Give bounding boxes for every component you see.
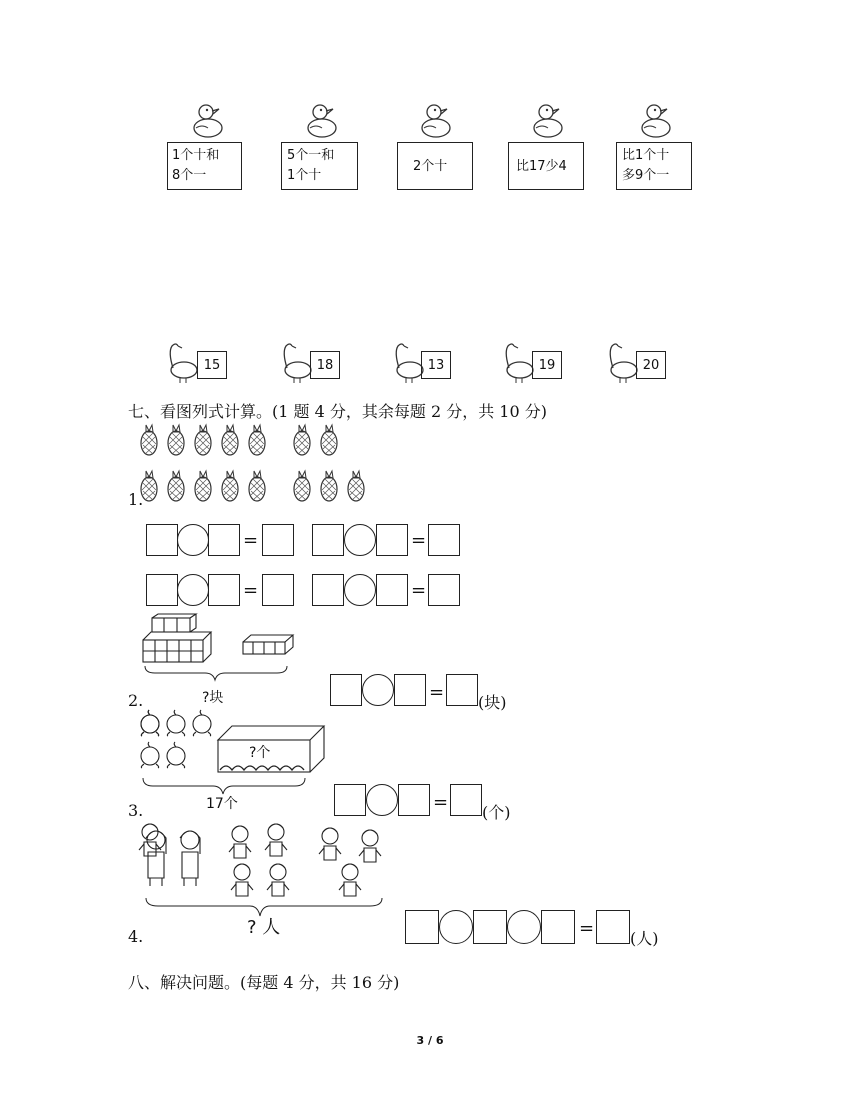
answer-box[interactable] (446, 674, 478, 706)
duck-card-5-line2: 多9个一 (622, 168, 670, 183)
answer-box[interactable] (541, 910, 575, 944)
duck-card-1-line1: 1个十和 (172, 148, 220, 163)
goose-icon (604, 340, 638, 384)
q3-box-label: ?个 (249, 745, 271, 761)
equals-sign: = (579, 918, 595, 939)
operator-circle[interactable] (177, 524, 209, 556)
equals-sign: = (243, 530, 259, 551)
answer-box[interactable] (428, 524, 460, 556)
answer-box[interactable] (376, 574, 408, 606)
answer-box[interactable] (146, 524, 178, 556)
answer-box[interactable] (596, 910, 630, 944)
duck-icon (302, 98, 342, 140)
operator-circle[interactable] (177, 574, 209, 606)
duck-icon (528, 98, 568, 140)
goose-icon (390, 340, 424, 384)
answer-box[interactable] (262, 574, 294, 606)
answer-box[interactable] (312, 574, 344, 606)
answer-box[interactable] (262, 524, 294, 556)
question-2-number: 2. (128, 691, 144, 710)
duck-card-2-line2: 1个十 (287, 168, 322, 183)
goose-icon (500, 340, 534, 384)
operator-circle[interactable] (507, 910, 541, 944)
question-3-number: 3. (128, 801, 144, 820)
answer-box[interactable] (428, 574, 460, 606)
section-8-title: 八、解决问题。(每题 4 分，共 16 分) (128, 973, 400, 992)
answer-box[interactable] (330, 674, 362, 706)
goose-icon (164, 340, 198, 384)
answer-box[interactable] (312, 524, 344, 556)
goose-icon (278, 340, 312, 384)
answer-box[interactable] (208, 574, 240, 606)
question-1-number: 1. (128, 490, 144, 509)
q2-brace-label: ?块 (202, 690, 224, 706)
answer-box[interactable] (146, 574, 178, 606)
answer-box[interactable] (208, 524, 240, 556)
duck-card-4-line1: 比17少4 (516, 159, 567, 174)
equals-sign: = (243, 580, 259, 601)
answer-box[interactable] (450, 784, 482, 816)
q3-brace-label: 17个 (206, 796, 238, 812)
section-7-title: 七、看图列式计算。(1 题 4 分，其余每题 2 分，共 10 分) (128, 402, 547, 421)
equals-sign: = (429, 682, 445, 703)
answer-box[interactable] (394, 674, 426, 706)
duck-icon (416, 98, 456, 140)
blocks-icon (140, 614, 310, 690)
goose-number-3: 13 (421, 351, 451, 379)
duck-icon (188, 98, 228, 140)
question-4-number: 4. (128, 927, 144, 946)
answer-box[interactable] (405, 910, 439, 944)
goose-number-4: 19 (532, 351, 562, 379)
pineapple-group-icon (140, 423, 380, 513)
operator-circle[interactable] (439, 910, 473, 944)
answer-box[interactable] (334, 784, 366, 816)
q4-unit: (人) (630, 929, 659, 948)
operator-circle[interactable] (344, 524, 376, 556)
answer-box[interactable] (398, 784, 430, 816)
page-number: 3 / 6 (416, 1034, 444, 1047)
duck-card-2-line1: 5个一和 (287, 148, 335, 163)
equals-sign: = (411, 530, 427, 551)
equals-sign: = (433, 792, 449, 813)
people-group-icon (140, 822, 390, 932)
answer-box[interactable] (473, 910, 507, 944)
operator-circle[interactable] (344, 574, 376, 606)
q2-unit: (块) (478, 693, 507, 712)
goose-number-1: 15 (197, 351, 227, 379)
duck-card-1-line2: 8个一 (172, 168, 207, 183)
q3-unit: (个) (482, 803, 511, 822)
operator-circle[interactable] (362, 674, 394, 706)
goose-number-2: 18 (310, 351, 340, 379)
duck-icon (636, 98, 676, 140)
operator-circle[interactable] (366, 784, 398, 816)
goose-number-5: 20 (636, 351, 666, 379)
duck-card-5-line1: 比1个十 (622, 148, 670, 163)
peaches-box-icon (140, 712, 330, 804)
equals-sign: = (411, 580, 427, 601)
answer-box[interactable] (376, 524, 408, 556)
duck-card-3-line1: 2个十 (413, 159, 448, 174)
q4-brace-label: ? 人 (247, 917, 281, 938)
